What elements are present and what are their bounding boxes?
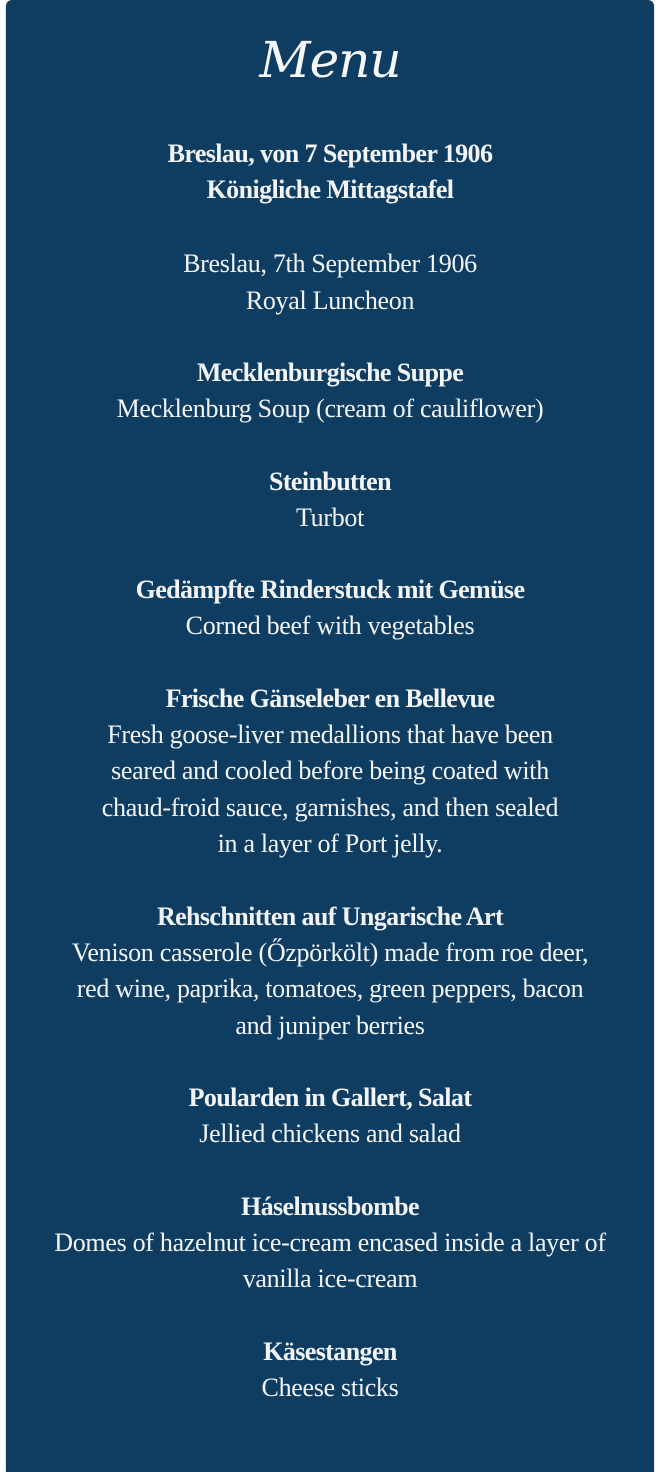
course-item: [45, 355, 615, 428]
course-item: [60, 899, 600, 1045]
course-description: Jellied chickens and salad: [199, 1119, 461, 1148]
course-item: [45, 1189, 615, 1298]
course-item: [45, 1080, 615, 1153]
intro-english-line1: Breslau, 7th September 1906: [183, 249, 477, 278]
course-name: Rehschnitten auf Ungarische Art: [156, 901, 504, 931]
intro-german: [6, 136, 654, 208]
course-item: [45, 464, 615, 537]
intro-english-line2: Royal Luncheon: [245, 285, 415, 315]
course-name: Háselnussbombe: [241, 1191, 419, 1221]
course-description: Venison casserole (Őzpörkölt) made from roe deer, red wine, paprika, tomatoes, green peppers, bacon and juniper berries: [71, 937, 589, 1040]
course-name: Käsestangen: [263, 1336, 397, 1366]
menu-card: [6, 0, 654, 1472]
course-description: Mecklenburg Soup (cream of cauliflower): [116, 394, 544, 423]
course-name: Mecklenburgische Suppe: [196, 358, 464, 387]
course-name: Poularden in Gallert, Salat: [188, 1083, 472, 1112]
course-item: [45, 1334, 615, 1407]
intro-german-line1: Breslau, von 7 September 1906: [167, 139, 493, 168]
course-item: [100, 681, 560, 863]
course-item: [45, 572, 615, 645]
course-description: Domes of hazelnut ice-cream encased inside a layer of vanilla ice-cream: [54, 1227, 606, 1293]
course-description: Fresh goose-liver medallions that have been seared and cooled before being coated with chaud-froid sauce, garnishes, and then sealed in a layer of Port jelly.: [101, 719, 559, 858]
course-name: Frische Gänseleber en Bellevue: [165, 683, 495, 713]
course-description: Corned beef with vegetables: [185, 611, 475, 640]
menu-title: Menu: [259, 31, 401, 89]
course-name: Steinbutten: [269, 466, 391, 496]
course-description: Cheese sticks: [261, 1372, 399, 1402]
course-name: Gedämpfte Rinderstuck mit Gemüse: [135, 575, 525, 604]
intro-english: [6, 246, 654, 319]
intro-german-line2: Königliche Mittagstafel: [206, 175, 454, 204]
course-description: Turbot: [295, 502, 365, 532]
